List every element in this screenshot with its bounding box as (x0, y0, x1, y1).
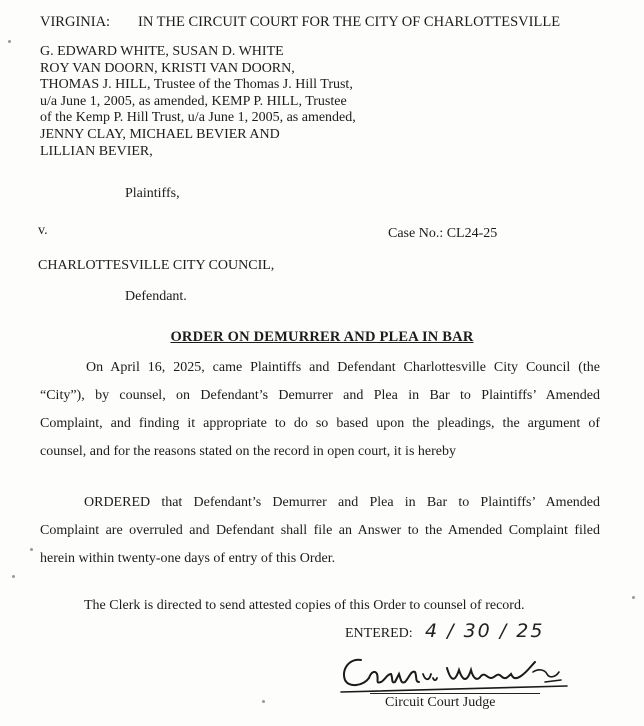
plaintiff-line: of the Kemp P. Hill Trust, u/a June 1, 2005, as amended, (40, 110, 356, 126)
defendant-role: Defendant. (125, 289, 187, 304)
plaintiffs-list (40, 44, 356, 160)
paragraph-line: Complaint, and finding it appropriate to do so based upon the pleadings, the argument of (40, 416, 600, 431)
scan-speck (30, 548, 33, 551)
order-paragraph-1 (40, 354, 600, 466)
plaintiff-line: G. EDWARD WHITE, SUSAN D. WHITE (40, 44, 284, 59)
order-paragraph-2 (40, 489, 600, 573)
paragraph-line: ORDERED that Defendant’s Demurrer and Plea in Bar to Plaintiffs’ Amended (84, 495, 600, 510)
plaintiffs-role: Plaintiffs, (125, 186, 180, 201)
paragraph-line: On April 16, 2025, came Plaintiffs and Defendant Charlottesville City Council (the (86, 360, 600, 375)
paragraph-line: Complaint are overruled and Defendant shall file an Answer to the Amended Complaint filed (40, 523, 600, 538)
entered-date: 4 / 30 / 25 (425, 620, 545, 642)
plaintiff-line: THOMAS J. HILL, Trustee of the Thomas J. Hill Trust, (40, 77, 353, 93)
plaintiff-line: LILLIAN BEVIER, (40, 143, 153, 159)
scan-speck (8, 40, 11, 43)
scan-speck (632, 596, 635, 599)
state-label: VIRGINIA: (40, 14, 111, 30)
scan-speck (12, 575, 15, 578)
versus-label: v. (38, 223, 48, 238)
signature-line (370, 693, 540, 694)
plaintiff-line: u/a June 1, 2005, as amended, KEMP P. HILL, Trustee (40, 93, 347, 109)
plaintiff-line: JENNY CLAY, MICHAEL BEVIER AND (40, 126, 280, 142)
court-caption (40, 14, 560, 31)
case-number: Case No.: CL24-25 (388, 226, 498, 241)
entered-label: ENTERED: (345, 626, 413, 641)
scan-speck (262, 700, 265, 703)
plaintiff-line: ROY VAN DOORN, KRISTI VAN DOORN, (40, 60, 295, 76)
order-paragraph-3 (40, 592, 600, 620)
order-title: ORDER ON DEMURRER AND PLEA IN BAR (170, 329, 474, 345)
paragraph-line: herein within twenty-one days of entry of this Order. (40, 551, 336, 566)
court-name: IN THE CIRCUIT COURT FOR THE CITY OF CHARLOTTESVILLE (138, 14, 561, 30)
judge-signature (335, 648, 570, 696)
paragraph-line: “City”), by counsel, on Defendant’s Demurrer and Plea in Bar to Plaintiffs’ Amended (40, 388, 600, 403)
judge-title: Circuit Court Judge (385, 695, 496, 710)
paragraph-line: counsel, and for the reasons stated on the record in open court, it is hereby (40, 444, 456, 459)
defendant-name: CHARLOTTESVILLE CITY COUNCIL, (38, 258, 275, 273)
paragraph-line: The Clerk is directed to send attested copies of this Order to counsel of record. (84, 598, 525, 613)
